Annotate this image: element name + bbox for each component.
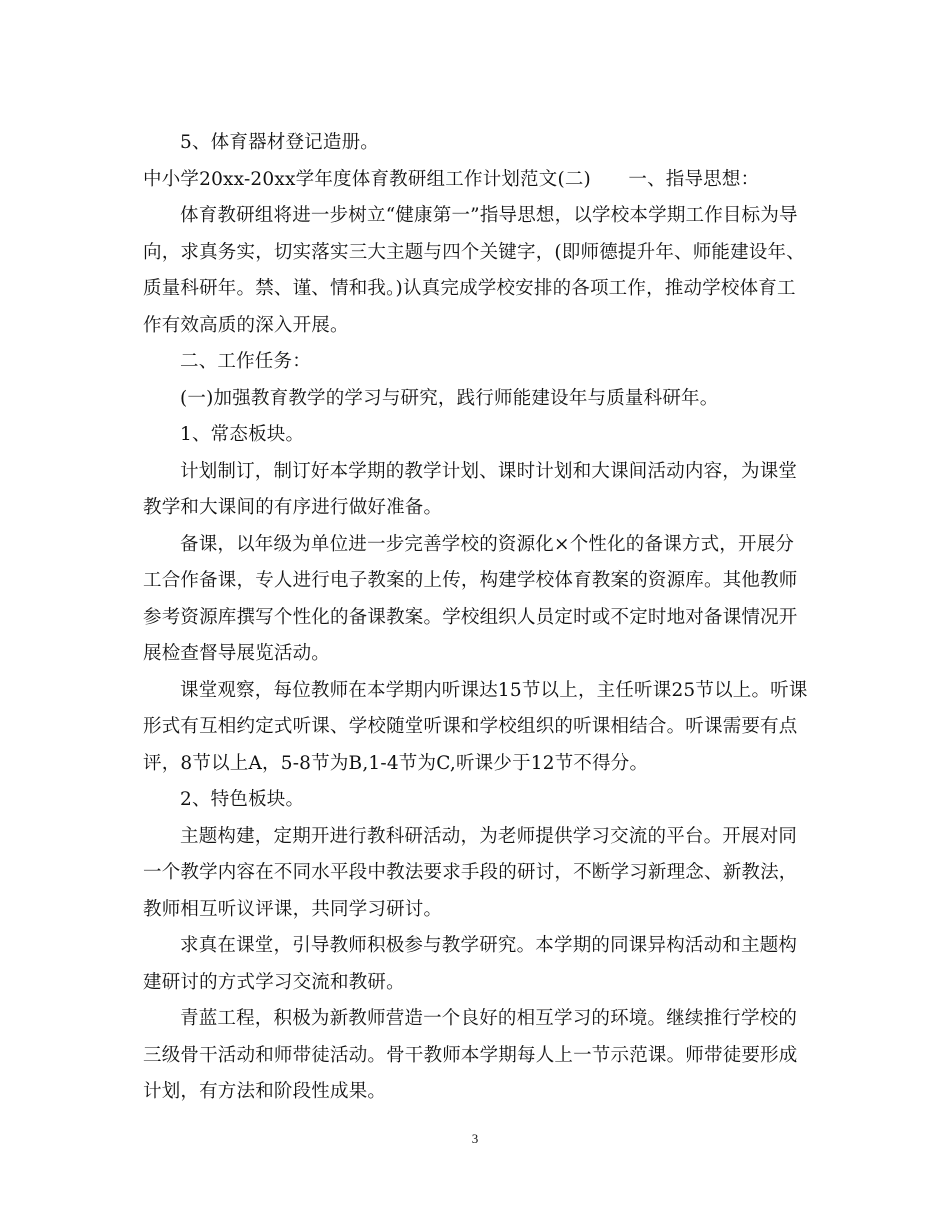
paragraph-classroom-line-2: 建研讨的方式学习交流和教研。 [143,971,405,993]
subheading-feature-section: 2、特色板块。 [180,789,305,810]
paragraph-theme-line-3: 教师相互听议评课，共同学习研讨。 [143,898,443,920]
document-body [143,125,823,1111]
paragraph-guiding-line-3: 质量科研年。禁、谨、情和我。)认真完成学校安排的各项工作，推动学校体育工 [143,278,796,299]
paragraph-observation-line-2: 形式有互相约定式听课、学校随堂听课和学校组织的听课相结合。听课需要有点 [143,716,798,737]
paragraph-theme-line-2: 一个教学内容在不同水平段中教法要求手段的研讨，不断学习新理念、新教法， [143,862,798,883]
paragraph-mentoring-line-3: 计划，有方法和阶段性成果。 [143,1081,387,1102]
paragraph-planning-line-1: 计划制订，制订好本学期的教学计划、课时计划和大课间活动内容，为课堂 [180,460,798,482]
paragraph-lesson-prep-line-4: 展检查督导展览活动。 [143,643,331,664]
page-number: 3 [471,1131,479,1146]
paragraph-classroom-line-1: 求真在课堂，引导教师积极参与教学研究。本学期的同课异构活动和主题构 [180,935,798,956]
list-item-equipment-register: 5、体育器材登记造册。 [180,132,379,153]
paragraph-lesson-prep-line-3: 参考资源库撰写个性化的备课教案。学校组织人员定时或不定时地对备课情况开 [143,606,798,628]
paragraph-observation-line-3: 评，8节以上A，5-8节为B,1-4节为C,听课少于12节不得分。 [143,752,649,774]
subsection-heading-study-research: (一)加强教育教学的学习与研究，践行师能建设年与质量科研年。 [180,387,719,409]
paragraph-lesson-prep-line-1: 备课，以年级为单位进一步完善学校的资源化×个性化的备课方式，开展分 [180,533,795,555]
paragraph-mentoring-line-2: 三级骨干活动和师带徒活动。骨干教师本学期每人上一节示范课。师带徒要形成 [143,1044,798,1066]
paragraph-planning-line-2: 教学和大课间的有序进行做好准备。 [143,497,443,518]
paragraph-guiding-line-2: 向，求真务实，切实落实三大主题与四个关键字，(即师德提升年、师能建设年、 [143,241,805,263]
paragraph-theme-line-1: 主题构建，定期开进行教科研活动，为老师提供学习交流的平台。开展对同 [180,825,798,847]
paragraph-lesson-prep-line-2: 工合作备课，专人进行电子教案的上传，构建学校体育教案的资源库。其他教师 [143,570,798,591]
section-heading-plan-title: 中小学20xx-20xx学年度体育教研组工作计划范文(二) 一、指导思想： [143,168,760,190]
subheading-routine-section: 1、常态板块。 [180,424,305,445]
paragraph-guiding-line-1: 体育教研组将进一步树立“健康第一”指导思想，以学校本学期工作目标为导 [180,205,798,226]
paragraph-guiding-line-4: 作有效高质的深入开展。 [143,314,349,336]
section-heading-work-tasks: 二、工作任务： [180,351,311,372]
paragraph-mentoring-line-1: 青蓝工程，积极为新教师营造一个良好的相互学习的环境。继续推行学校的 [180,1008,798,1029]
paragraph-observation-line-1: 课堂观察，每位教师在本学期内听课达15节以上，主任听课25节以上。听课 [180,679,808,701]
